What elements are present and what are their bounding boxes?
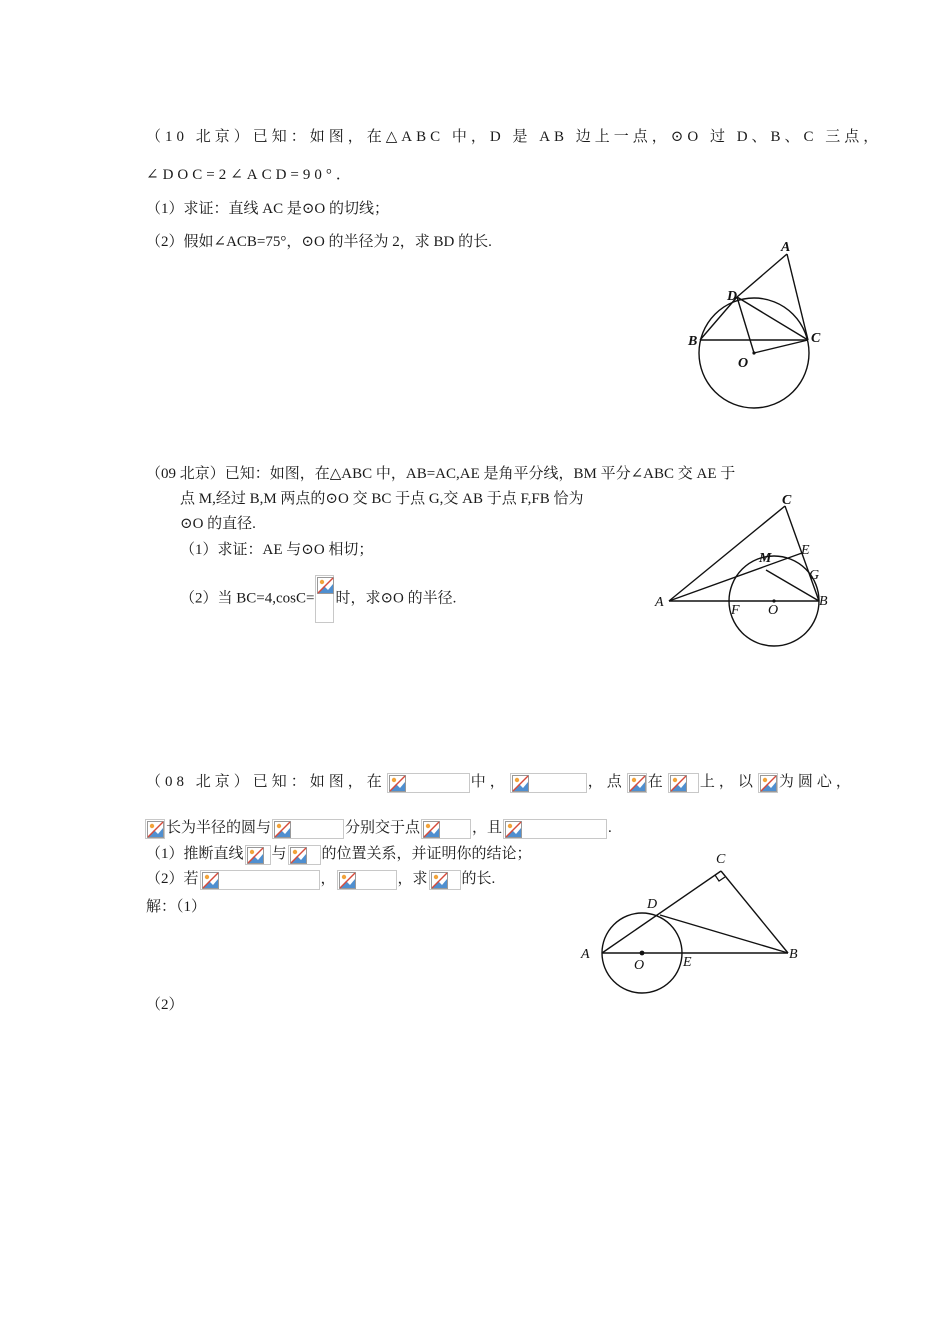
q08-text: 长为半径的圆与 bbox=[166, 820, 272, 836]
q09-part2-lead: （2）当 BC=4,cosC= bbox=[180, 590, 315, 607]
center-o-image-placeholder bbox=[758, 773, 778, 793]
q08-text: 中， bbox=[470, 774, 509, 790]
triangle-abc-image-placeholder bbox=[387, 773, 470, 793]
line-bd-image-placeholder bbox=[245, 845, 271, 865]
broken-image-icon bbox=[505, 821, 522, 838]
q08-label-a: A bbox=[581, 947, 590, 962]
broken-image-icon bbox=[202, 872, 219, 889]
given-ratio-image-placeholder bbox=[200, 870, 320, 890]
q10-label-b: B bbox=[688, 334, 698, 349]
given-length-image-placeholder bbox=[337, 870, 397, 890]
broken-image-icon bbox=[339, 872, 356, 889]
q09-statement-line3: ⊙O 的直径. bbox=[180, 516, 256, 532]
cos-value-image-placeholder bbox=[315, 575, 334, 623]
q10-statement-line2: ∠DOC=2∠ACD=90°． bbox=[146, 167, 355, 183]
q09-part1: （1）求证：AE 与⊙O 相切； bbox=[180, 542, 374, 558]
broken-image-icon bbox=[629, 775, 646, 792]
segment-bd-image-placeholder bbox=[429, 870, 461, 890]
broken-image-icon bbox=[317, 577, 334, 594]
broken-image-icon bbox=[389, 775, 406, 792]
q09-label-f: F bbox=[731, 603, 740, 618]
points-de-image-placeholder bbox=[421, 819, 471, 839]
q08-text: . bbox=[608, 820, 612, 836]
q08-text: （2）若 bbox=[146, 871, 199, 887]
q08-text: 的位置关系，并证明你的结论； bbox=[321, 846, 532, 862]
q09-part2 bbox=[180, 575, 456, 623]
q08-text: 上，以 bbox=[699, 774, 757, 790]
q08-text: 在 bbox=[647, 774, 667, 790]
q09-label-m: M bbox=[759, 551, 772, 566]
broken-image-icon bbox=[290, 847, 307, 864]
q09-figure bbox=[655, 490, 845, 650]
q08-text: 与 bbox=[271, 846, 287, 862]
q08-text: ， bbox=[320, 871, 336, 887]
q08-statement-line2 bbox=[144, 818, 612, 839]
broken-image-icon bbox=[512, 775, 529, 792]
lines-image-placeholder bbox=[272, 819, 344, 839]
q09-label-g: G bbox=[809, 568, 820, 583]
q08-text: ，且 bbox=[472, 820, 503, 836]
q10-label-o: O bbox=[738, 356, 749, 371]
broken-image-icon bbox=[760, 775, 777, 792]
q08-part2 bbox=[146, 869, 495, 890]
broken-image-icon bbox=[423, 821, 440, 838]
broken-image-icon bbox=[247, 847, 264, 864]
q09-label-e: E bbox=[801, 543, 810, 558]
q09-label-a: A bbox=[655, 595, 664, 610]
q08-text: （1）推断直线 bbox=[146, 846, 244, 862]
q10-label-c: C bbox=[811, 331, 821, 346]
angle-c-image-placeholder bbox=[510, 773, 587, 793]
broken-image-icon bbox=[147, 821, 164, 838]
q08-part1 bbox=[146, 844, 532, 865]
q08-solution-part2: （2） bbox=[146, 997, 184, 1013]
q08-text: ，点 bbox=[587, 774, 626, 790]
q10-figure bbox=[680, 240, 830, 420]
q09-statement-line2: 点 M,经过 B,M 两点的⊙O 交 BC 于点 G,交 AB 于点 F,FB 恰为 bbox=[180, 491, 584, 507]
q08-figure bbox=[575, 845, 815, 1005]
q08-text: 为圆心， bbox=[778, 774, 855, 790]
q08-label-d: D bbox=[647, 897, 658, 912]
q08-solution-part1: 解：（1） bbox=[146, 899, 207, 915]
q10-statement-line1: （10 北京）已知：如图，在△ABC 中，D 是 AB 边上一点，⊙O 过 D、B、C 三点， bbox=[146, 129, 883, 145]
q09-part2-tail: 时，求⊙O 的半径. bbox=[335, 590, 457, 607]
q08-label-e: E bbox=[683, 955, 692, 970]
segment-ab-image-placeholder bbox=[668, 773, 699, 793]
q08-text: （08 北京）已知：如图，在 bbox=[146, 774, 386, 790]
broken-image-icon bbox=[431, 872, 448, 889]
q08-text: ，求 bbox=[397, 871, 428, 887]
point-o-image-placeholder bbox=[627, 773, 647, 793]
q08-label-o: O bbox=[634, 958, 645, 973]
q08-statement-line1 bbox=[146, 772, 855, 793]
q08-label-c: C bbox=[716, 852, 726, 867]
broken-image-icon bbox=[274, 821, 291, 838]
q10-part1: （1）求证：直线 AC 是⊙O 的切线； bbox=[146, 201, 389, 217]
q10-label-a: A bbox=[781, 240, 791, 255]
broken-image-icon bbox=[670, 775, 687, 792]
q08-text: 分别交于点 bbox=[345, 820, 421, 836]
q09-statement-line1: （09 北京）已知：如图，在△ABC 中，AB=AC,AE 是角平分线，BM 平分∠ABC 交 AE 于 bbox=[146, 466, 736, 482]
q10-label-d: D bbox=[727, 289, 738, 304]
radius-oa-image-placeholder bbox=[145, 819, 165, 839]
condition-image-placeholder bbox=[503, 819, 607, 839]
q08-text: 的长. bbox=[461, 871, 496, 887]
circle-o-image-placeholder bbox=[288, 845, 321, 865]
q10-part2: （2）假如∠ACB=75°，⊙O 的半径为 2，求 BD 的长. bbox=[146, 234, 492, 250]
q09-label-b: B bbox=[819, 594, 828, 609]
q09-label-o: O bbox=[768, 603, 779, 618]
q08-label-b: B bbox=[789, 947, 798, 962]
q09-label-c: C bbox=[782, 493, 792, 508]
